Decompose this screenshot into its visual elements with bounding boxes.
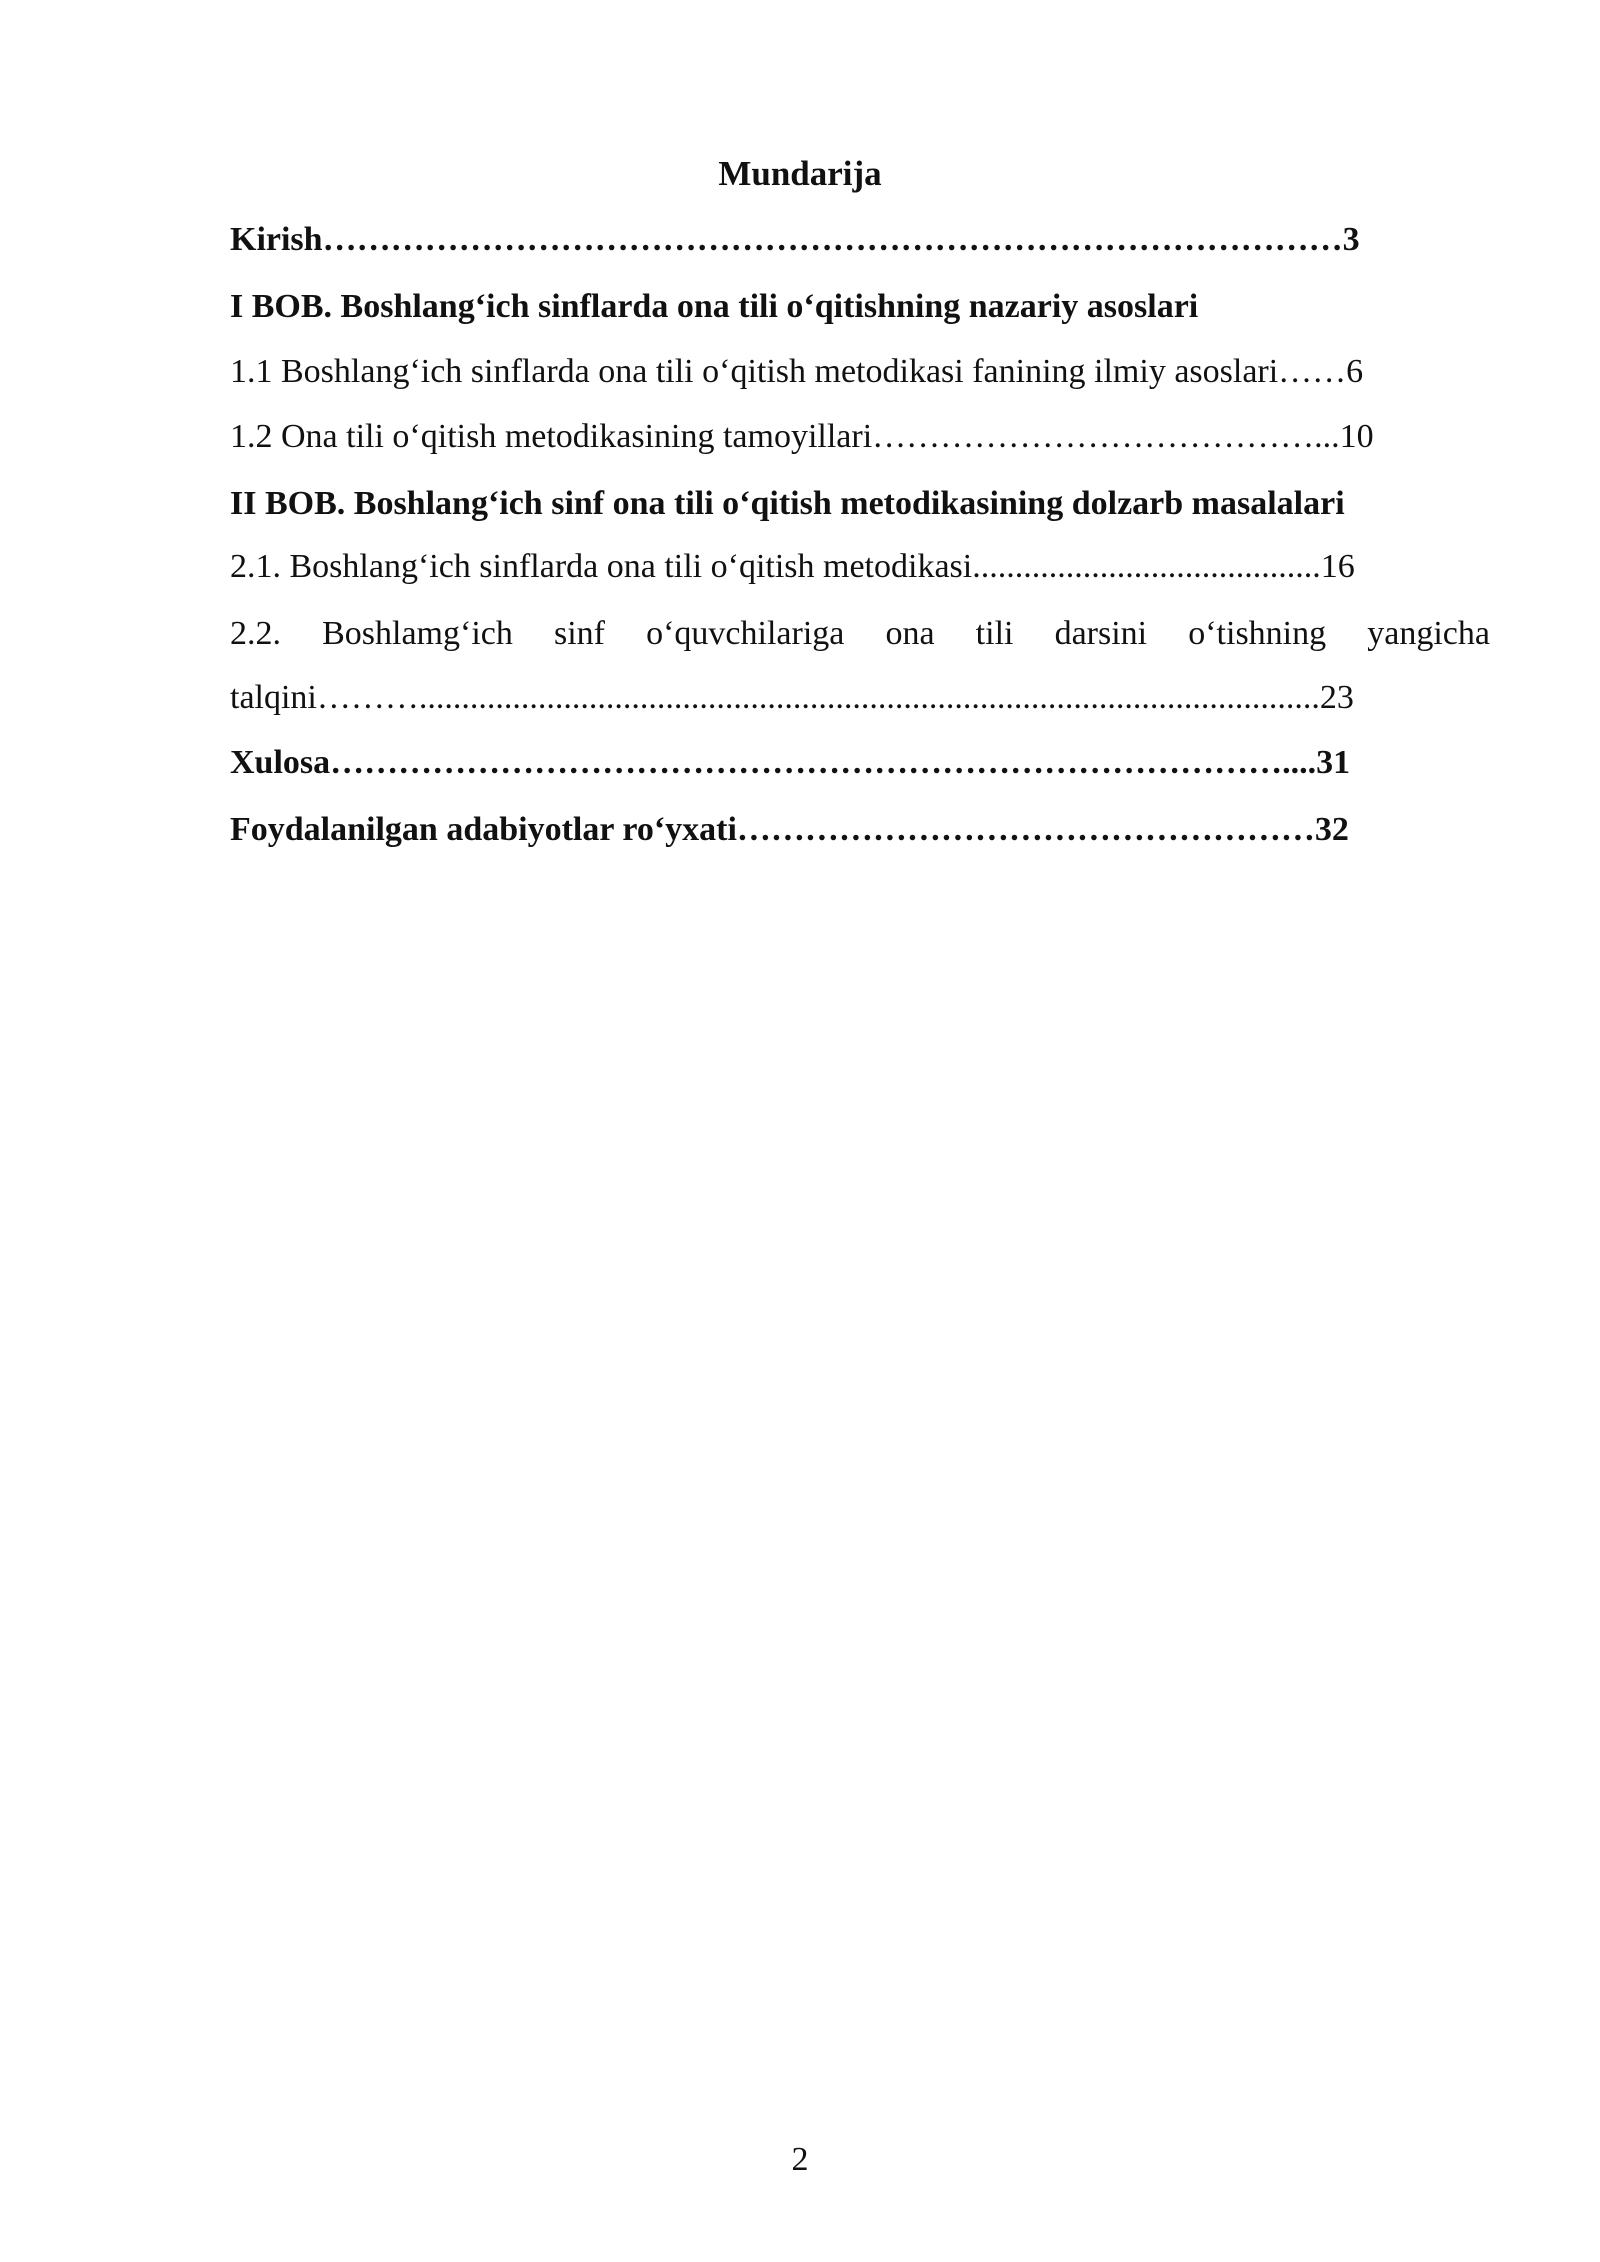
toc-chapter-2-heading[interactable]: II BOB. Boshlang‘ich sinf ona tili o‘qitish metodikasining dolzarb masalalari xyxy=(230,485,1345,522)
toc-entry-2-2-word: 2.2. xyxy=(230,615,281,652)
toc-entry-1-2[interactable]: 1.2 Ona tili o‘qitish metodikasining tamoyillari…………………………………...10 xyxy=(230,418,1374,455)
toc-entry-2-2-word: Boshlamg‘ich xyxy=(322,615,513,652)
toc-entry-2-2-word: o‘quvchilariga xyxy=(646,615,845,652)
toc-chapter-1-heading[interactable]: I BOB. Boshlang‘ich sinflarda ona tili o‘qitishning nazariy asoslari xyxy=(230,288,1199,325)
toc-title: Mundarija xyxy=(718,154,882,193)
page-number: 2 xyxy=(791,2141,809,2178)
toc-entry-2-2-word: ona xyxy=(885,615,935,652)
toc-entry-kirish[interactable]: Kirish………………………………………………………………………………3 xyxy=(230,221,1360,258)
toc-entry-2-2-word: yangicha xyxy=(1367,615,1490,652)
toc-entry-references[interactable]: Foydalanilgan adabiyotlar ro‘yxati……………………………………………32 xyxy=(230,811,1349,848)
toc-entry-2-2-word: sinf xyxy=(553,615,605,652)
toc-entry-2-2-second-line[interactable]: talqini………..........................................................................................................23 xyxy=(230,679,1354,716)
toc-entry-2-1[interactable]: 2.1. Boshlang‘ich sinflarda ona tili o‘qitish metodikasi.........................................16 xyxy=(230,548,1355,585)
toc-entry-1-1[interactable]: 1.1 Boshlang‘ich sinflarda ona tili o‘qitish metodikasi fanining ilmiy asoslari……6 xyxy=(230,353,1364,390)
toc-entry-xulosa[interactable]: Xulosa…………………………………………………………………………....31 xyxy=(230,744,1351,781)
toc-entry-2-2-word: darsini xyxy=(1054,615,1148,652)
toc-entry-2-2-word: o‘tishning xyxy=(1188,615,1327,652)
toc-entry-2-2-word: tili xyxy=(975,615,1014,652)
toc-entry-2-2-first-line[interactable] xyxy=(230,612,1490,656)
